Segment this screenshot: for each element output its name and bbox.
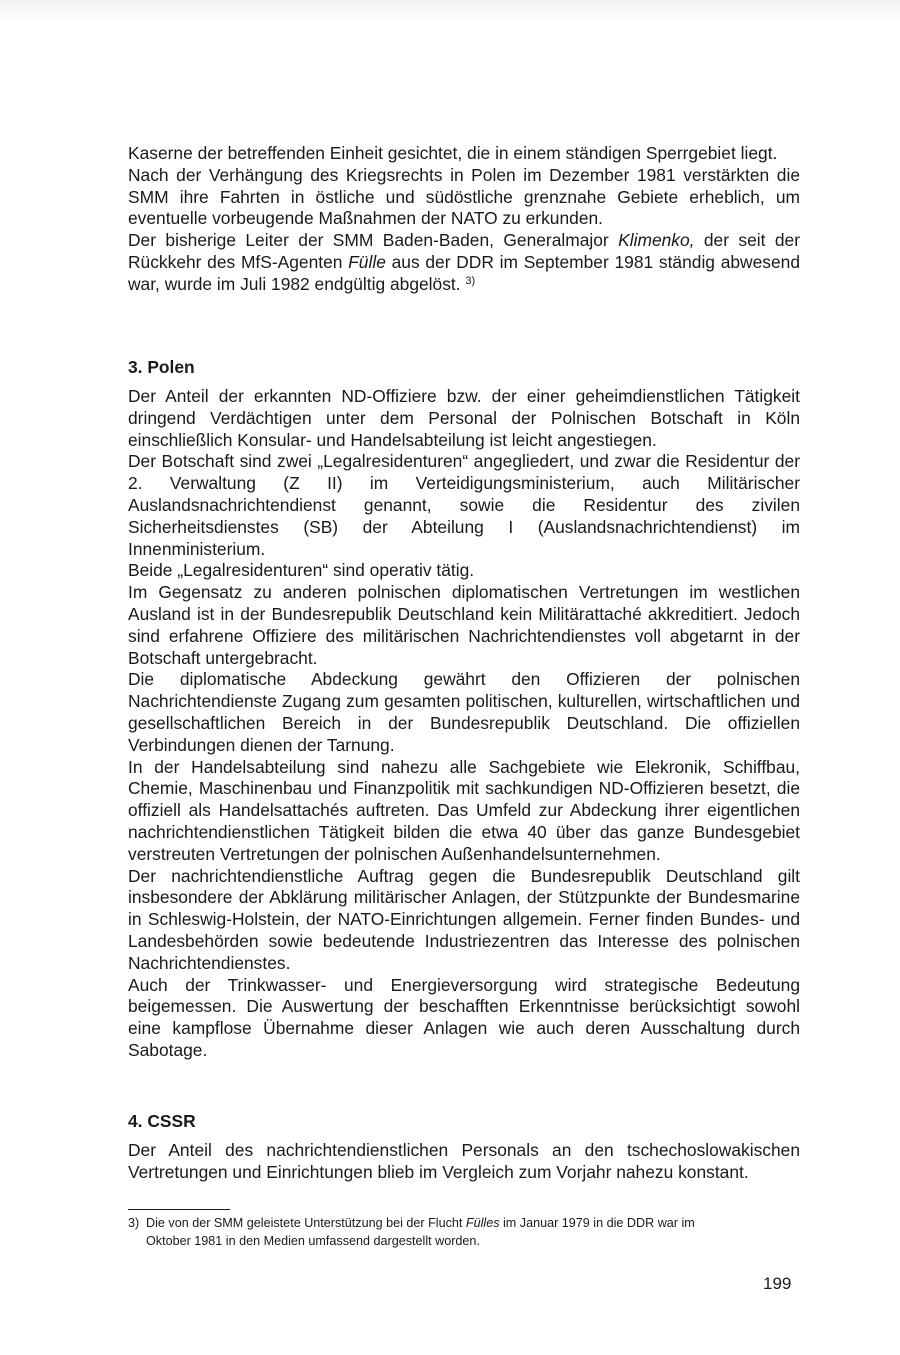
text-run: Die von der SMM geleistete Unterstützung bei der Flucht: [146, 1216, 466, 1230]
paragraph: Der Anteil des nachrichtendienstlichen Personals an den tschechoslowakischen Vertretungen und Einrichtungen blieb im Vergleich zum Vorjahr nahezu konstant.: [128, 1140, 800, 1182]
paragraph: Beide „Legalresidenturen“ sind operativ tätig.: [128, 560, 475, 581]
continuation-text: [128, 143, 800, 296]
footnote-divider: [128, 1209, 230, 1210]
footnote-line: Oktober 1981 in den Medien umfassend dargestellt worden.: [146, 1234, 480, 1248]
footnote-reference[interactable]: 3): [465, 274, 476, 287]
footnote: [128, 1214, 800, 1250]
page-number: 199: [763, 1274, 792, 1293]
footnote-label: 3): [128, 1216, 140, 1230]
paragraph: Die diplomatische Abdeckung gewährt den Offizieren der polnischen Nachrichtendienste Zugang zum gesamten politischen, kulturellen, wirtschaftlichen und gesellschaftlichen Bereich in der Bundesrepublik Deutschland. Die offiziellen Verbindungen dienen der Tarnung.: [128, 669, 800, 755]
person-name: Klimenko,: [618, 230, 695, 251]
paragraph: Auch der Trinkwasser- und Energieversorgung wird strategische Bedeutung beigemessen. Die Auswertung der beschafften Erkenntnisse berücksichtigt sowohl eine kampflose Übernahme dieser Anlagen wie auch deren Ausschaltung durch Sabotage.: [128, 974, 800, 1060]
paragraph: Kaserne der betreffenden Einheit gesichtet, die in einem ständigen Sperrgebiet liegt.: [128, 143, 778, 163]
section-body: [128, 386, 800, 1062]
paragraph: [128, 230, 800, 295]
footnote-line: [128, 1214, 800, 1232]
text-run: im Januar 1979 in die DDR war im: [499, 1216, 695, 1230]
paragraph: Der nachrichtendienstliche Auftrag gegen die Bundesrepublik Deutschland gilt insbesondere der Abklärung militärischer Anlagen, der Stützpunkte der Bundesmarine in Schleswig-Holstein, der NATO-Einrichtungen allgemein. Ferner finden Bundes- und Landesbehörden sowie bedeutende Industriezentren das Interesse des polnischen Nachrichtendienstes.: [128, 865, 800, 973]
person-name: Fülle: [348, 251, 386, 272]
paragraph: Der Anteil der erkannten ND-Offiziere bzw. der einer geheimdienstlichen Tätigkeit dringend Verdächtigen unter dem Personal der Polnischen Botschaft in Köln einschließlich Konsular- und Handelsabteilung ist leicht angestiegen.: [128, 386, 800, 450]
text-run: Der bisherige Leiter der SMM Baden-Baden, Generalmajor: [128, 230, 619, 251]
paragraph: Nach der Verhängung des Kriegsrechts in Polen im Dezember 1981 verstärkten die SMM ihre Fahrten in östliche und südöstliche grenznahe Gebiete erheblich, um eventuelle vorbeugende Maßnahmen der NATO zu erkunden.: [128, 164, 800, 229]
paragraph: Der Botschaft sind zwei „Legalresidenturen“ angegliedert, und zwar die Residentur der 2. Verwaltung (Z II) im Verteidigungsministerium, auch Militärischer Auslandsnachrichtendienst genannt, sowie die Residentur des zivilen Sicherheitsdienstes (SB) der Abteilung I (Auslandsnachrichtendienst) im Innenministerium.: [128, 451, 800, 559]
person-name: Fülles: [465, 1216, 500, 1230]
section-heading: 4. CSSR: [128, 1111, 196, 1131]
scan-top-shadow: [0, 0, 900, 22]
text-run: der seit der Rückkehr des MfS-Agenten: [128, 230, 800, 272]
text-run: aus der DDR im September 1981 ständig abwesend war, wurde im Juli 1982 endgültig abgelöst.: [128, 251, 800, 294]
paragraph: In der Handelsabteilung sind nahezu alle Sachgebiete wie Elekronik, Schiffbau, Chemie, Maschinenbau und Finanzpolitik mit sachkundigen ND-Offizieren besetzt, die offiziell als Handelsattachés auftreten. Das Umfeld zur Abdeckung ihrer eigentlichen nachrichtendienstlichen Tätigkeit bilden die etwa 40 über das ganze Bundesgebiet verstreuten Vertretungen der polnischen Außenhandelsunternehmen.: [128, 756, 800, 864]
section-heading: 3. Polen: [128, 357, 195, 377]
section-body: [128, 1140, 800, 1184]
paragraph: Im Gegensatz zu anderen polnischen diplomatischen Vertretungen im westlichen Ausland ist in der Bundesrepublik Deutschland kein Militärattaché akkreditiert. Jedoch sind erfahrene Offiziere des militärischen Nachrichtendienstes voll abgetarnt in der Botschaft untergebracht.: [128, 582, 800, 668]
